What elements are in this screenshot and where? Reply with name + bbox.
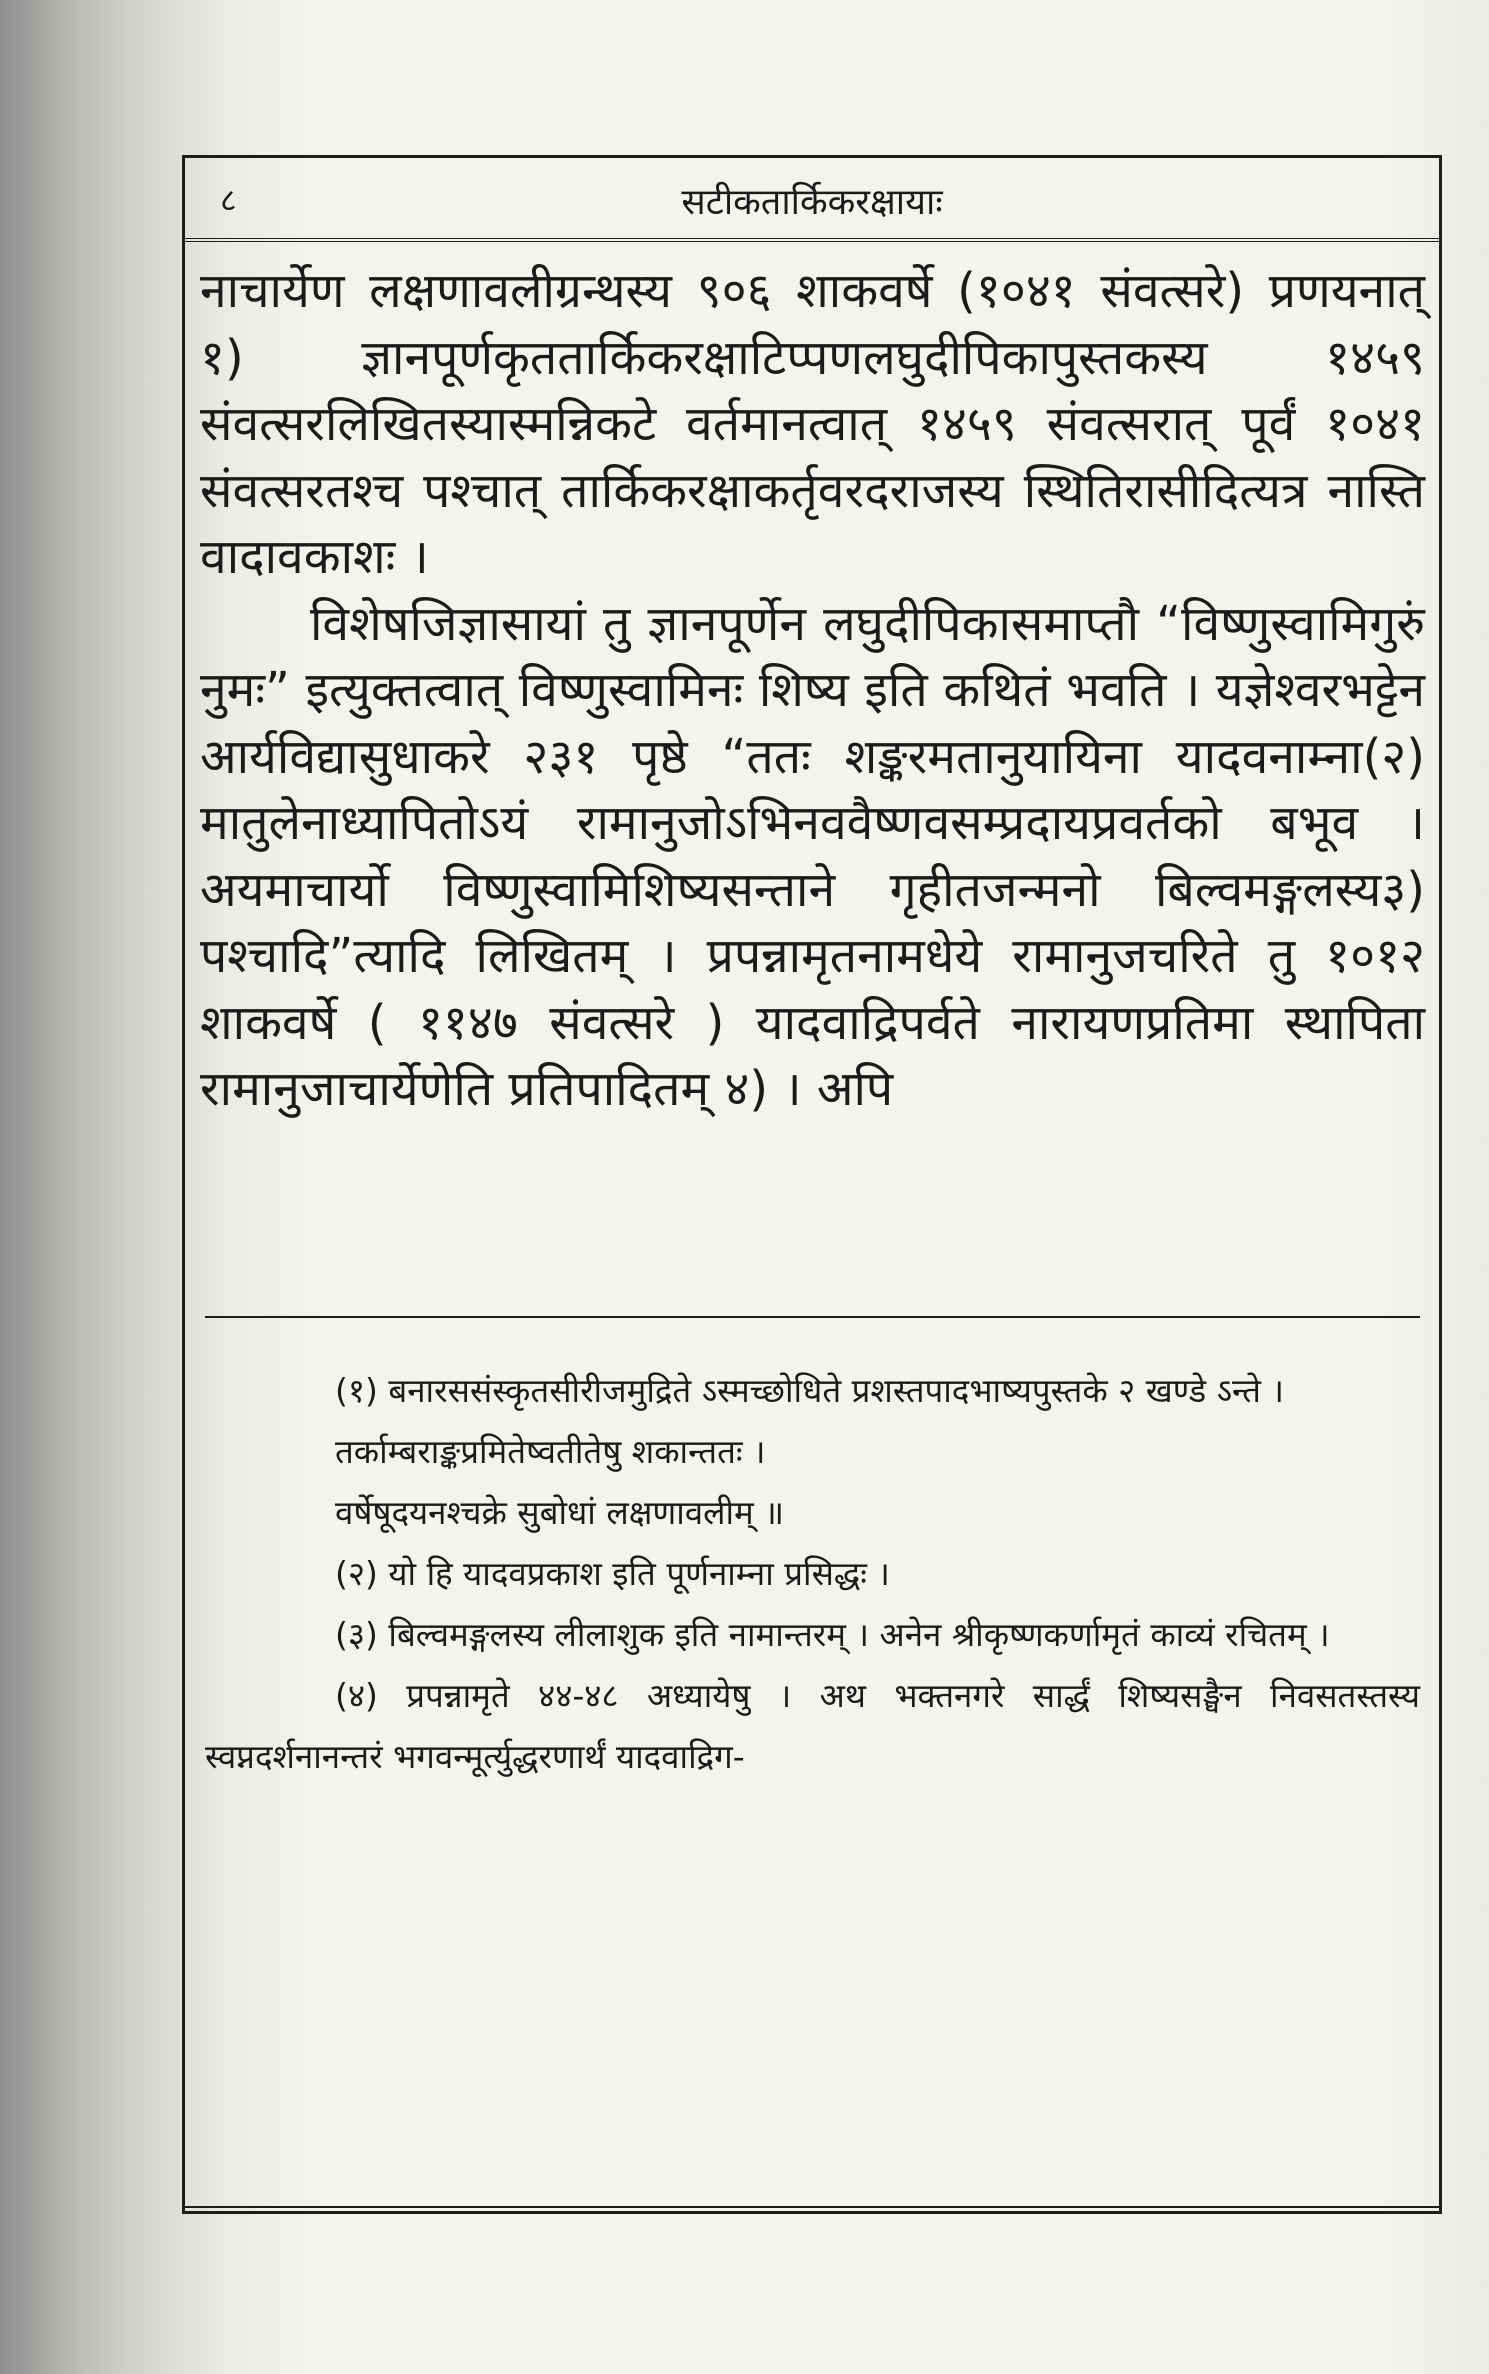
footnote-3: (३) बिल्वमङ्गलस्य लीलाशुक इति नामान्तरम् । अनेन श्रीकृष्णकर्णामृतं काव्यं रचितम् । <box>335 1615 1330 1654</box>
footnote-2: (२) यो हि यादवप्रकाश इति पूर्णनाम्ना प्रसिद्धः । <box>335 1554 890 1593</box>
footnote-verse-line: वर्षेषूदयनश्चक्रे सुबोधां लक्षणावलीम् ॥ <box>335 1493 785 1532</box>
paragraph: नाचार्येण लक्षणावलीग्रन्थस्य ९०६ शाकवर्षे (१०४१ संवत्सरे) प्रणयनात् १) ज्ञानपूर्णकृततार्किकरक्षाटिप्पणलघुदीपिकापुस्तकस्य १४५९ संवत्सरलिखितस्यास्मन्निकटे वर्तमानत्वात् १४५९ संवत्सरात् पूर्वं १०४१ संवत्सरतश्च पश्चात् तार्किकरक्षाकर्तृवरदराजस्य स्थितिरासीदित्यत्र नास्ति वादावकाशः । <box>200 263 1425 585</box>
footnote-verse-line: तर्काम्बराङ्कप्रमितेष्वतीतेषु शकान्ततः । <box>335 1432 766 1471</box>
page-number: ८ <box>220 181 237 219</box>
footnote-rule <box>205 1316 1420 1318</box>
footnote-4: (४) प्रपन्नामृते ४४-४८ अध्यायेषु । अथ भक्तनगरे सार्द्धं शिष्यसङ्घैन निवसतस्तस्य स्वप्नदर्शनानन्तरं भगवन्मूर्त्युद्धरणार्थं यादवाद्रिग- <box>205 1676 1420 1776</box>
page-header <box>182 162 1442 238</box>
running-title: सटीकतार्किकरक्षायाः <box>681 182 943 223</box>
footnote-1: (१) बनारससंस्कृतसीरीजमुद्रिते ऽस्मच्छोधिते प्रशस्तपादभाष्यपुस्तके २ खण्डे ऽन्ते । <box>335 1371 1284 1410</box>
footnotes <box>205 1360 1420 1787</box>
header-rule <box>182 238 1442 242</box>
paragraph: विशेषजिज्ञासायां तु ज्ञानपूर्णेन लघुदीपिकासमाप्तौ “विष्णुस्वामिगुरुं नुमः” इत्युक्तत्वात् विष्णुस्वामिनः शिष्य इति कथितं भवति । यज्ञेश्वरभट्टेन आर्यविद्यासुधाकरे २३१ पृष्ठे “ततः शङ्करमतानुयायिना यादवनाम्ना(२) मातुलेनाध्यापितोऽयं रामानुजोऽभिनववैष्णवसम्प्रदायप्रवर्तको बभूव । अयमाचार्यो विष्णुस्वामिशिष्यसन्ताने गृहीतजन्मनो बिल्वमङ्गलस्य३) पश्चादि”त्यादि लिखितम् । प्रपन्नामृतनामधेये रामानुजचरिते तु १०१२ शाकवर्षे ( ११४७ संवत्सरे ) यादवाद्रिपर्वते नारायणप्रतिमा स्थापिता रामानुजाचार्येणेति प्रतिपादितम् ४) । अपि <box>200 595 1425 1117</box>
main-text <box>200 258 1425 1123</box>
bottom-rule <box>182 2206 1442 2208</box>
